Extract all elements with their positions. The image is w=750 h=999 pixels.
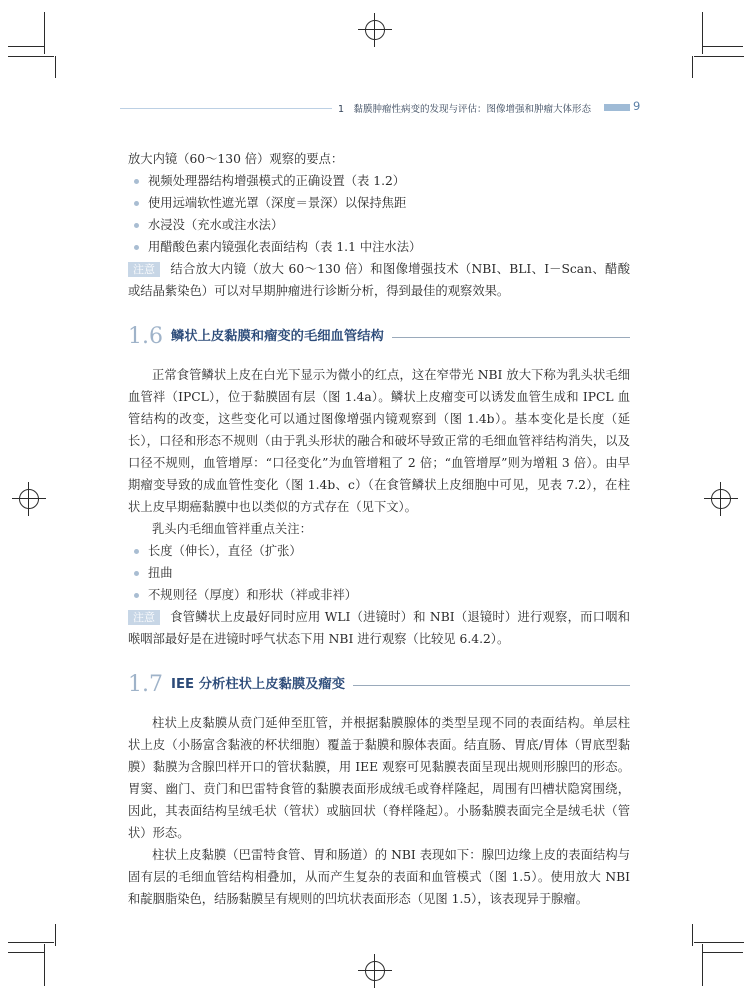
crop-mark: [8, 952, 44, 953]
section-1-6-paragraph: 正常食管鳞状上皮在白光下显示为微小的红点，这在窄带光 NBI 放大下称为乳头状毛细血管袢（IPCL），位于黏膜固有层（图 1.4a）。鳞状上皮瘤变可以诱发血管生成和 IPCL 血管结构的改变，这些变化可以通过图像增强内镜观察到（图 1.4b）。基本变化是长度（延长），口径和形态不规则（由于乳头形状的融合和破坏导致正常的毛细血管袢结构消失，以及口径不规则，血管增厚：“口径变化”为血管增粗了 2 倍；“血管增厚”则为增粗 3 倍）。由早期瘤变导致的成血管性变化（图 1.4b、c）（在食管鳞状上皮细胞中可见，见表 7.2），在柱状上皮早期癌黏膜中也以类似的方式存在（见下文）。: [128, 368, 630, 514]
page-number: 9: [633, 99, 641, 113]
list-item: 用醋酸色素内镜强化表面结构（表 1.1 中注水法）: [128, 236, 630, 258]
crop-mark: [702, 12, 703, 54]
section-1-6-lead: 乳头内毛细血管袢重点关注：: [152, 522, 312, 536]
section-number: 1.7: [128, 672, 163, 697]
crop-mark: [44, 12, 45, 54]
list-item: 使用远端软性遮光罩（深度＝景深）以保持焦距: [128, 192, 630, 214]
running-head: [0, 98, 750, 118]
note-text: 食管鳞状上皮最好同时应用 WLI（进镜时）和 NBI（退镜时）进行观察，而口咽和喉咽部最好是在进镜时呼气状态下用 NBI 进行观察（比较见 6.4.2）。: [128, 610, 630, 646]
intro-note: [128, 258, 630, 302]
crop-mark: [44, 944, 45, 986]
crop-mark: [692, 924, 693, 946]
section-1-6-note: [128, 606, 630, 650]
registration-mark-left: [12, 482, 46, 516]
section-number: 1.6: [128, 324, 163, 349]
running-head-rule: [120, 108, 332, 109]
section-heading-1-7: [128, 670, 630, 700]
note-badge: 注意: [128, 610, 160, 625]
crop-mark: [55, 924, 56, 946]
section-1-7-paragraph-1: 柱状上皮黏膜从贲门延伸至肛管，并根据黏膜腺体的类型呈现不同的表面结构。单层柱状上皮（小肠富含黏液的杯状细胞）覆盖于黏膜和腺体表面。结直肠、胃底/胃体（胃底型黏膜）黏膜为含腺凹样开口的管状黏膜，用 IEE 观察可见黏膜表面呈现出规则形腺凹的形态。胃窦、幽门、贲门和巴雷特食管的黏膜表面形成绒毛或脊样隆起，周围有凹槽状隐窝围绕，因此，其表面结构呈绒毛状（管状）或脑回状（脊样隆起）。小肠黏膜表面完全是绒毛状（管状）形态。: [128, 716, 630, 840]
registration-mark-top: [358, 13, 392, 47]
note-badge: 注意: [128, 262, 160, 277]
crop-mark: [692, 56, 693, 78]
intro-bullet-list: [128, 170, 630, 258]
crop-mark: [703, 952, 743, 953]
crop-mark: [702, 944, 703, 986]
list-item: 不规则径（厚度）和形状（袢或非袢）: [128, 584, 630, 606]
section-1-7-paragraph-2: 柱状上皮黏膜（巴雷特食管、胃和肠道）的 NBI 表现如下：腺凹边缘上皮的表面结构与固有层的毛细血管结构相叠加，从而产生复杂的表面和血管模式（图 1.5）。使用放大 NBI 和靛胭脂染色，结肠黏膜呈有规则的凹坑状表面形态（见图 1.5），该表现异于腺瘤。: [128, 848, 630, 906]
crop-mark: [8, 942, 54, 943]
section-title: IEE 分析柱状上皮黏膜及瘤变: [171, 677, 346, 692]
note-text: 结合放大内镜（放大 60～130 倍）和图像增强技术（NBI、BLI、I－Scan、醋酸或结晶紫染色）可以对早期肿瘤进行诊断分析，得到最佳的观察效果。: [128, 262, 630, 298]
section-heading-1-6: [128, 322, 630, 352]
registration-mark-bottom: [358, 954, 392, 988]
crop-mark: [8, 56, 54, 57]
running-head-bar: [604, 104, 630, 111]
list-item: 水浸没（充水或注水法）: [128, 214, 630, 236]
crop-mark: [694, 56, 744, 57]
section-rule: [353, 685, 630, 686]
section-rule: [392, 337, 630, 338]
registration-mark-right: [704, 482, 738, 516]
list-item: 扭曲: [128, 562, 630, 584]
list-item: 视频处理器结构增强模式的正确设置（表 1.2）: [128, 170, 630, 192]
crop-mark: [703, 46, 743, 47]
page-body: [128, 148, 630, 910]
crop-mark: [694, 942, 744, 943]
list-item: 长度（伸长），直径（扩张）: [128, 540, 630, 562]
section-title: 鳞状上皮黏膜和瘤变的毛细血管结构: [171, 329, 384, 344]
running-head-title: 1 黏膜肿瘤性病变的发现与评估：图像增强和肿瘤大体形态: [338, 104, 592, 115]
section-1-6-bullet-list: [128, 540, 630, 606]
crop-mark: [8, 46, 44, 47]
intro-lead: 放大内镜（60～130 倍）观察的要点：: [128, 152, 344, 166]
crop-mark: [55, 56, 56, 78]
